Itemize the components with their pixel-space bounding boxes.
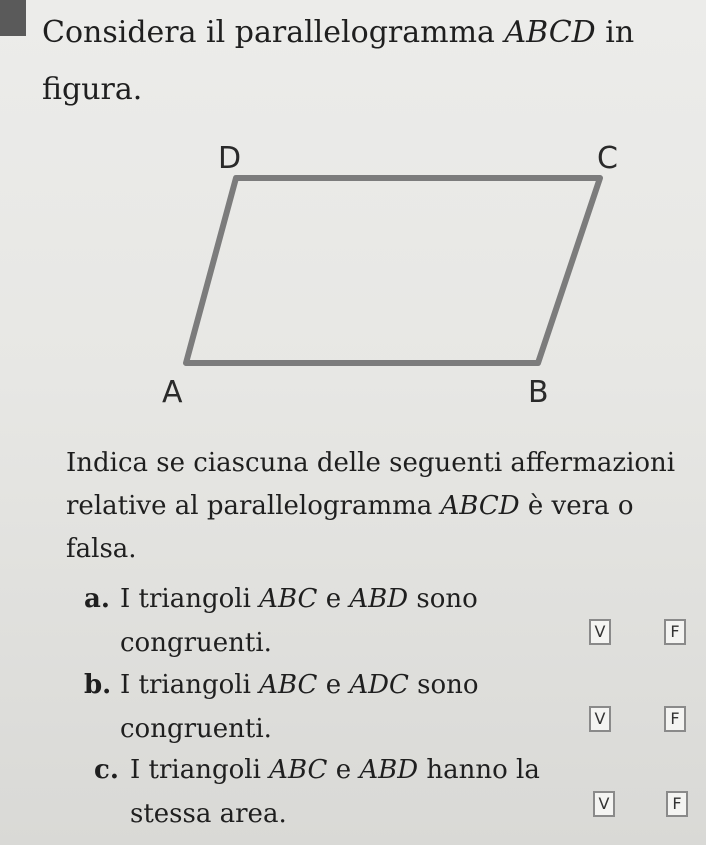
page-corner-mark bbox=[0, 0, 26, 36]
parallelogram-name: ABCD bbox=[504, 15, 596, 50]
triangle-name: ABC bbox=[269, 755, 328, 785]
statement-line-2: stessa area. bbox=[130, 799, 287, 829]
statement-text: sono bbox=[408, 584, 478, 614]
statement-text: hanno la bbox=[418, 755, 540, 785]
triangle-name: ABC bbox=[259, 584, 318, 614]
exercise-instructions bbox=[66, 442, 676, 571]
triangle-name: ADC bbox=[349, 670, 409, 700]
instructions-text-end: è vera o falsa. bbox=[66, 491, 634, 564]
statement-text: I triangoli bbox=[130, 755, 270, 785]
intro-text-end: in figura. bbox=[42, 15, 635, 107]
true-checkbox[interactable]: V bbox=[589, 706, 611, 732]
vertex-label-a: A bbox=[162, 375, 183, 410]
true-checkbox[interactable]: V bbox=[589, 619, 611, 645]
vertex-label-b: B bbox=[528, 375, 549, 410]
vertex-label-c: C bbox=[597, 141, 618, 176]
statement-text: e bbox=[327, 755, 360, 785]
statement-text: e bbox=[317, 584, 350, 614]
true-checkbox[interactable]: V bbox=[593, 791, 615, 817]
parallelogram-name: ABCD bbox=[440, 491, 520, 521]
triangle-name: ABD bbox=[349, 584, 409, 614]
false-checkbox[interactable]: F bbox=[664, 706, 686, 732]
statement-text: I triangoli bbox=[120, 670, 260, 700]
instructions-text: Indica se ciascuna delle seguenti affermazioni relative al parallelogramma bbox=[66, 448, 676, 521]
statement-line-1 bbox=[120, 584, 478, 614]
vertex-label-d: D bbox=[218, 141, 242, 176]
statement-letter: a. bbox=[84, 584, 110, 614]
statement-letter: b. bbox=[84, 670, 112, 700]
triangle-name: ABC bbox=[259, 670, 318, 700]
parallelogram-figure bbox=[150, 130, 650, 420]
false-checkbox[interactable]: F bbox=[666, 791, 688, 817]
statement-line-1 bbox=[130, 755, 540, 785]
statement-text: sono bbox=[408, 670, 479, 700]
triangle-name: ABD bbox=[359, 755, 419, 785]
exercise-intro bbox=[42, 4, 682, 118]
intro-text: Considera il parallelogramma bbox=[42, 15, 505, 50]
parallelogram-shape bbox=[186, 178, 600, 363]
statement-letter: c. bbox=[94, 755, 119, 785]
statement-text: e bbox=[317, 670, 350, 700]
statement-line-2: congruenti. bbox=[120, 628, 272, 658]
statement-text: I triangoli bbox=[120, 584, 260, 614]
statement-line-1 bbox=[120, 670, 479, 700]
false-checkbox[interactable]: F bbox=[664, 619, 686, 645]
statement-line-2: congruenti. bbox=[120, 714, 272, 744]
